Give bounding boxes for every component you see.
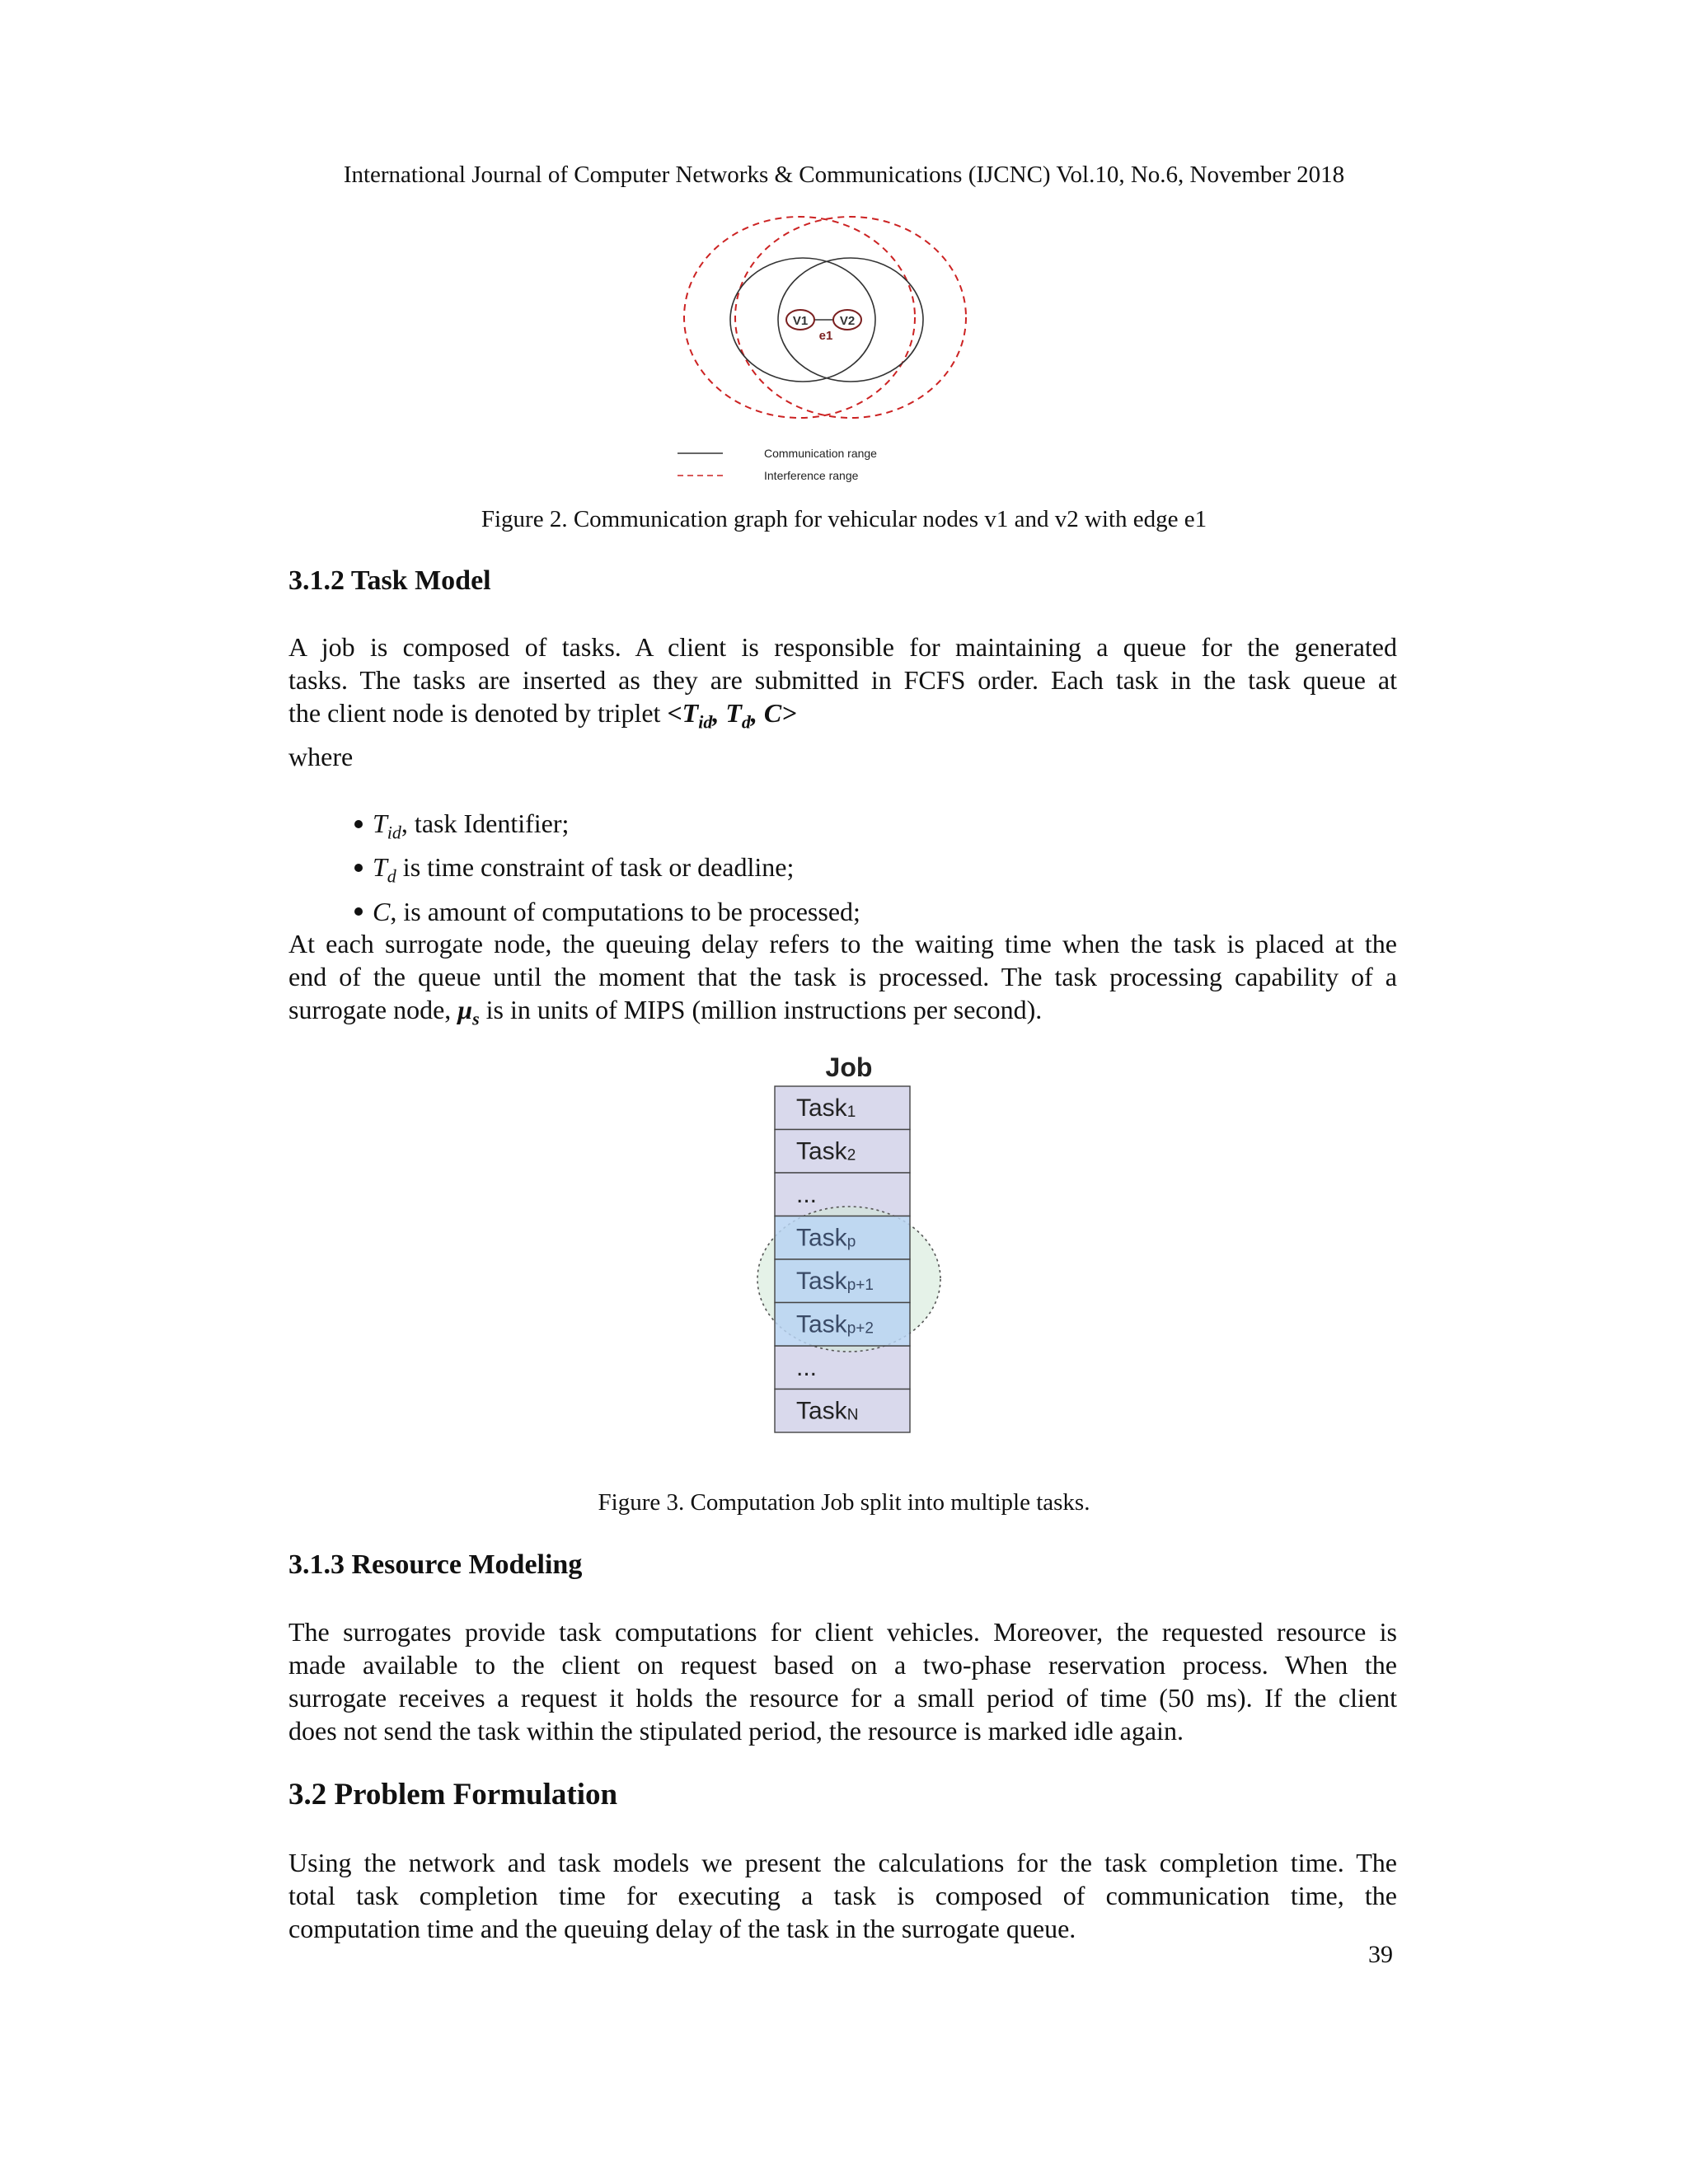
text-line: The surrogates provide task computations for client vehicles. Moreover, the requested resource is [288, 1617, 1397, 1647]
node-v1-label: V1 [792, 314, 809, 328]
text-span: is in units of MIPS (million instructions per second). [479, 995, 1043, 1024]
text-span: surrogate node, [288, 995, 458, 1024]
figure-2-communication-graph [643, 210, 1047, 490]
page-number: 39 [1368, 1941, 1393, 1968]
legend-comm-label: Communication range [764, 447, 877, 460]
mu-subscript: s [472, 1008, 480, 1029]
task-label: Taskp+1 [796, 1268, 874, 1295]
section-3-1-2-heading: 3.1.2 Task Model [288, 565, 491, 596]
text-line: surrogate receives a request it holds the resource for a small period of time (50 ms). If the client [288, 1683, 1397, 1713]
triplet-bullet-list [354, 806, 860, 929]
triplet-sep: , T [712, 698, 742, 728]
bullet-symbol: T [373, 852, 387, 883]
legend-interf-label: Interference range [764, 469, 859, 482]
bullet-item [354, 806, 860, 850]
bullet-subscript: d [387, 865, 396, 887]
resource-modeling-paragraph [288, 1615, 1397, 1747]
text-span: the client node is denoted by triplet [288, 698, 668, 728]
bullet-item [354, 894, 860, 929]
bullet-symbol: C [373, 896, 391, 926]
task-label: Task1 [796, 1094, 856, 1122]
triplet-sub-id: id [698, 711, 713, 733]
triplet-sub-d: d [741, 711, 751, 733]
task-label: TaskN [796, 1397, 859, 1425]
text-line: A job is composed of tasks. A client is responsible for maintaining a queue for the generated [288, 632, 1397, 662]
bullet-symbol: T [373, 808, 387, 838]
task-label: ... [796, 1181, 818, 1208]
bullet-item [354, 850, 860, 893]
triplet-open: <T [667, 698, 699, 728]
figure-3-caption: Figure 3. Computation Job split into multiple tasks. [598, 1489, 1090, 1516]
bullet-text: , task Identifier; [401, 808, 570, 838]
text-line: tasks. The tasks are inserted as they are submitted in FCFS order. Each task in the task queue at [288, 665, 1397, 695]
task-label: ... [796, 1354, 818, 1381]
task-model-paragraph-2 [288, 927, 1397, 1029]
task-label: Task2 [796, 1137, 856, 1165]
triplet-close: , C> [750, 698, 797, 728]
text-line: At each surrogate node, the queuing delay refers to the waiting time when the task is placed at the [288, 929, 1397, 958]
text-line [288, 696, 1397, 733]
mu-symbol: μ [457, 995, 473, 1024]
figure-2-caption: Figure 2. Communication graph for vehicular nodes v1 and v2 with edge e1 [481, 506, 1207, 532]
figure-3-job-tasks [742, 1047, 956, 1442]
bullet-subscript: id [387, 822, 401, 843]
task-label: Taskp+2 [796, 1310, 874, 1338]
section-3-2-heading: 3.2 Problem Formulation [288, 1778, 618, 1811]
text-line: Using the network and task models we present the calculations for the task completion time. The [288, 1848, 1397, 1877]
bullet-text: , is amount of computations to be processed; [390, 896, 860, 926]
problem-formulation-paragraph [288, 1846, 1397, 1945]
text-line [288, 993, 1397, 1029]
journal-header: International Journal of Computer Networks & Communications (IJCNC) Vol.10, No.6, November 2018 [343, 162, 1345, 188]
text-line: end of the queue until the moment that the task is processed. The task processing capability of a [288, 962, 1397, 991]
edge-e1-label: e1 [818, 329, 833, 343]
bullet-text: is time constraint of task or deadline; [396, 852, 795, 883]
text-line: computation time and the queuing delay of the task in the surrogate queue. [288, 1914, 1076, 1943]
section-3-1-3-heading: 3.1.3 Resource Modeling [288, 1549, 583, 1580]
task-cell [775, 1346, 910, 1390]
task-model-paragraph-1 [288, 630, 1397, 733]
text-line: does not send the task within the stipulated period, the resource is marked idle again. [288, 1716, 1184, 1746]
job-title: Job [825, 1052, 873, 1082]
text-line: total task completion time for executing a task is composed of communication time, the [288, 1881, 1397, 1910]
text-line: made available to the client on request based on a two-phase reservation process. When the [288, 1650, 1397, 1680]
task-label: Taskp [796, 1224, 856, 1252]
node-v2-label: V2 [839, 314, 856, 328]
where-label: where [288, 742, 354, 771]
